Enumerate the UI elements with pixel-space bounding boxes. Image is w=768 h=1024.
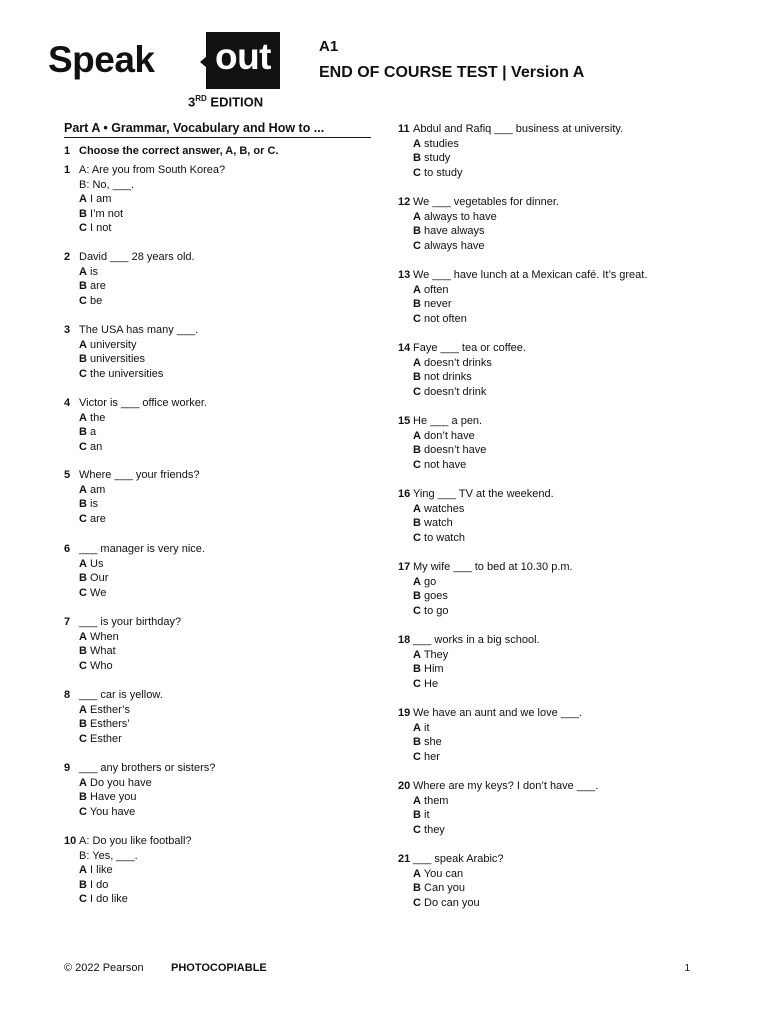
answer-option-c (64, 732, 163, 747)
option-letter: C (79, 440, 87, 453)
option-text: watch (424, 517, 453, 530)
question-7 (64, 615, 181, 673)
option-letter: C (79, 586, 87, 599)
question-stem (398, 706, 582, 721)
question-stem (64, 468, 199, 483)
option-text: have always (424, 225, 485, 238)
option-letter: C (79, 659, 87, 672)
logo-out-text: out (206, 32, 280, 89)
question-number: 20 (398, 780, 411, 792)
answer-option-a (64, 265, 195, 280)
option-text: I not (90, 222, 112, 235)
question-text: ___ any brothers or sisters? (79, 762, 216, 774)
answer-option-a (398, 283, 647, 298)
question-stem (64, 688, 163, 703)
option-letter: B (79, 791, 87, 804)
option-letter: B (413, 225, 421, 238)
question-number: 3 (64, 324, 71, 336)
option-text: she (424, 736, 442, 749)
option-letter: B (79, 572, 87, 585)
question-10 (64, 834, 192, 907)
option-letter: C (413, 750, 421, 763)
option-text: not have (424, 458, 467, 471)
answer-option-b (398, 370, 526, 385)
question-text: Faye ___ tea or coffee. (413, 342, 526, 354)
question-stem (398, 560, 573, 575)
option-letter: B (413, 517, 421, 530)
option-text: When (90, 630, 119, 643)
question-text: Ying ___ TV at the weekend. (413, 488, 554, 500)
option-text: Him (424, 663, 444, 676)
option-letter: B (79, 207, 87, 220)
option-text: You can (423, 867, 464, 880)
answer-option-c (64, 440, 207, 455)
answer-option-c (64, 586, 205, 601)
answer-option-b (398, 443, 486, 458)
option-text: is (90, 498, 98, 511)
question-stem (64, 163, 225, 178)
answer-option-a (398, 502, 554, 517)
question-stem (398, 268, 647, 283)
answer-option-c (398, 896, 504, 911)
answer-option-a (64, 863, 192, 878)
question-number: 18 (398, 634, 411, 646)
option-text: they (424, 823, 445, 836)
question-stem (64, 542, 205, 557)
answer-option-b (64, 279, 195, 294)
option-letter: B (413, 298, 421, 311)
option-letter: B (79, 498, 87, 511)
logo-speak-text: Speak (48, 39, 155, 80)
question-number: 19 (398, 707, 411, 719)
option-text: Do you have (90, 776, 152, 789)
option-letter: B (413, 882, 421, 895)
question-4 (64, 396, 207, 454)
question-1 (64, 163, 225, 236)
option-letter: A (79, 864, 87, 877)
answer-option-c (398, 531, 554, 546)
question-text-continued: B: No, ___. (79, 178, 135, 191)
option-letter: C (79, 512, 87, 525)
answer-option-a (64, 338, 198, 353)
answer-option-a (64, 557, 205, 572)
question-number: 21 (398, 853, 411, 865)
answer-option-a (398, 137, 623, 152)
option-text: an (90, 440, 103, 453)
option-letter: C (413, 823, 421, 836)
page-number: 1 (684, 963, 690, 974)
answer-option-c (64, 294, 195, 309)
option-text: Who (90, 659, 113, 672)
option-text: it (424, 721, 430, 734)
option-letter: A (413, 283, 421, 296)
answer-option-a (398, 867, 504, 882)
question-stem (398, 852, 504, 867)
question-number: 4 (64, 397, 71, 409)
answer-option-b (398, 516, 554, 531)
answer-option-c (64, 805, 215, 820)
question-19 (398, 706, 582, 764)
option-text: doesn’t drink (424, 385, 487, 398)
question-stem (398, 487, 554, 502)
option-letter: A (79, 703, 87, 716)
option-text: always have (424, 239, 485, 252)
edition-label: 3RD EDITION (188, 94, 264, 110)
option-letter: B (413, 663, 421, 676)
option-text: They (423, 648, 449, 661)
option-letter: B (79, 878, 87, 891)
test-title: END OF COURSE TEST | Version A (319, 64, 585, 81)
question-number: 16 (398, 488, 411, 500)
question-text: ___ car is yellow. (79, 689, 163, 701)
option-text: don’t have (424, 429, 475, 442)
part-title: Part A • Grammar, Vocabulary and How to ... (64, 121, 371, 138)
question-text: Abdul and Rafiq ___ business at university. (413, 123, 624, 135)
answer-option-b (64, 571, 205, 586)
question-6 (64, 542, 205, 600)
option-letter: C (413, 458, 421, 471)
copyright: © 2022 Pearson (64, 962, 144, 974)
option-text: am (90, 483, 106, 496)
answer-option-c (398, 823, 598, 838)
option-text: are (90, 512, 106, 525)
option-text: often (424, 283, 449, 296)
answer-option-b (64, 352, 198, 367)
question-number: 7 (64, 616, 71, 628)
option-text: I do (90, 878, 109, 891)
option-letter: C (79, 732, 87, 745)
answer-option-b (64, 497, 199, 512)
question-number: 10 (64, 835, 77, 847)
question-text: The USA has many ___. (79, 324, 199, 336)
option-text: a (90, 426, 97, 439)
option-text: Can you (424, 882, 465, 895)
question-8 (64, 688, 163, 746)
question-text: We ___ have lunch at a Mexican café. It’s great. (413, 269, 648, 281)
question-12 (398, 195, 559, 253)
option-letter: A (79, 411, 87, 424)
option-text: never (424, 298, 452, 311)
answer-option-c (64, 512, 199, 527)
question-text: David ___ 28 years old. (79, 251, 195, 263)
question-15 (398, 414, 486, 472)
option-text: to study (424, 166, 463, 179)
question-11 (398, 122, 623, 180)
answer-option-c (398, 458, 486, 473)
option-letter: A (413, 502, 421, 515)
question-text: My wife ___ to bed at 10.30 p.m. (413, 561, 573, 573)
question-number: 5 (64, 469, 71, 481)
question-text-continued: B: Yes, ___. (79, 849, 138, 862)
question-text: Where are my keys? I don’t have ___. (413, 780, 599, 792)
question-number: 6 (64, 543, 71, 555)
question-text: ___ manager is very nice. (79, 543, 205, 555)
option-letter: A (413, 137, 421, 150)
option-text: You have (89, 805, 136, 818)
question-text: We have an aunt and we love ___. (413, 707, 583, 719)
answer-option-a (398, 575, 573, 590)
question-number: 14 (398, 342, 411, 354)
question-stem (398, 341, 526, 356)
option-letter: A (79, 776, 87, 789)
question-text: Victor is ___ office worker. (79, 397, 207, 409)
option-text: What (90, 645, 116, 658)
option-letter: A (79, 338, 87, 351)
answer-option-c (64, 221, 225, 236)
option-letter: A (79, 483, 87, 496)
speakout-logo (48, 32, 280, 112)
option-letter: C (79, 893, 87, 906)
question-text: We ___ vegetables for dinner. (413, 196, 559, 208)
option-text: I’m not (90, 207, 124, 220)
question-stem (64, 323, 198, 338)
option-letter: A (413, 575, 421, 588)
option-letter: B (413, 809, 421, 822)
answer-option-a (398, 210, 559, 225)
option-text: the universities (90, 367, 164, 380)
answer-option-b (398, 297, 647, 312)
question-text: ___ is your birthday? (79, 616, 182, 628)
question-number: 12 (398, 196, 411, 208)
answer-option-b (398, 589, 573, 604)
instruction: 1 Choose the correct answer, A, B, or C. (64, 145, 279, 157)
option-letter: A (413, 794, 421, 807)
option-text: to watch (424, 531, 465, 544)
question-text: A: Are you from South Korea? (79, 164, 226, 176)
option-text: university (90, 338, 137, 351)
option-text: Esthers’ (90, 718, 130, 731)
option-letter: C (79, 367, 87, 380)
option-text: Us (90, 557, 104, 570)
option-letter: B (79, 280, 87, 293)
question-stem (398, 195, 559, 210)
option-letter: C (413, 531, 421, 544)
option-letter: B (79, 645, 87, 658)
question-number: 15 (398, 415, 411, 427)
option-letter: C (79, 805, 87, 818)
option-letter: C (413, 312, 421, 325)
option-text: We (90, 586, 107, 599)
answer-option-c (398, 385, 526, 400)
option-text: I like (90, 864, 113, 877)
answer-option-c (64, 659, 181, 674)
answer-option-b (398, 151, 623, 166)
option-text: I do like (90, 893, 128, 906)
answer-option-b (64, 717, 163, 732)
answer-option-a (64, 703, 163, 718)
option-letter: A (79, 630, 87, 643)
answer-option-c (398, 750, 582, 765)
answer-option-c (398, 312, 647, 327)
question-stem (64, 834, 192, 849)
option-text: universities (90, 353, 146, 366)
option-text: Do can you (424, 896, 480, 909)
answer-option-b (398, 224, 559, 239)
question-number: 9 (64, 762, 71, 774)
answer-option-b (64, 644, 181, 659)
option-letter: A (413, 867, 421, 880)
answer-option-c (398, 239, 559, 254)
question-text: ___ works in a big school. (413, 634, 540, 646)
option-letter: C (413, 239, 421, 252)
question-number: 17 (398, 561, 411, 573)
question-stem (398, 414, 486, 429)
answer-option-b (398, 735, 582, 750)
answer-option-c (398, 604, 573, 619)
question-3 (64, 323, 198, 381)
answer-option-b (398, 881, 504, 896)
question-number: 11 (398, 123, 410, 135)
option-letter: C (413, 604, 421, 617)
option-text: doesn’t have (424, 444, 487, 457)
option-text: go (424, 575, 437, 588)
question-text: ___ speak Arabic? (413, 853, 504, 865)
option-text: not often (424, 312, 467, 325)
question-stem (398, 122, 623, 137)
option-text: goes (424, 590, 448, 603)
answer-option-c (64, 367, 198, 382)
question-text: Where ___ your friends? (79, 469, 200, 481)
answer-option-c (398, 677, 540, 692)
option-text: not drinks (424, 371, 472, 384)
option-text: Esther’s (90, 703, 130, 716)
option-text: studies (424, 137, 459, 150)
option-text: Have you (90, 791, 137, 804)
option-letter: B (413, 152, 421, 165)
option-letter: B (79, 718, 87, 731)
photocopiable-label: PHOTOCOPIABLE (171, 962, 267, 974)
answer-option-a (64, 483, 199, 498)
option-letter: A (413, 356, 421, 369)
answer-option-b (64, 790, 215, 805)
option-text: are (90, 280, 106, 293)
question-5 (64, 468, 199, 526)
question-stem (398, 779, 598, 794)
question-stem (398, 633, 540, 648)
question-stem (64, 761, 215, 776)
option-letter: A (413, 429, 421, 442)
question-number: 2 (64, 251, 71, 263)
answer-option-b (64, 207, 225, 222)
option-letter: B (413, 590, 421, 603)
option-letter: B (413, 444, 421, 457)
question-14 (398, 341, 526, 399)
option-text: it (424, 809, 430, 822)
option-text: Our (90, 572, 109, 585)
option-text: He (424, 677, 439, 690)
option-text: doesn’t drinks (424, 356, 492, 369)
option-letter: A (79, 193, 87, 206)
level-label: A1 (319, 38, 339, 55)
answer-option-a (398, 429, 486, 444)
question-text: A: Do you like football? (79, 835, 192, 847)
question-stem (64, 615, 181, 630)
option-letter: B (79, 426, 87, 439)
question-number: 8 (64, 689, 71, 701)
question-13 (398, 268, 647, 326)
question-18 (398, 633, 540, 691)
option-letter: A (79, 557, 87, 570)
answer-option-b (64, 425, 207, 440)
option-letter: A (413, 721, 421, 734)
answer-option-a (398, 356, 526, 371)
answer-option-a (398, 794, 598, 809)
answer-option-a (64, 776, 215, 791)
option-letter: B (413, 371, 421, 384)
answer-option-c (398, 166, 623, 181)
question-number: 1 (64, 164, 71, 176)
answer-option-b (398, 662, 540, 677)
answer-option-a (64, 192, 225, 207)
option-text: I am (90, 193, 112, 206)
option-letter: C (413, 896, 421, 909)
question-number: 13 (398, 269, 411, 281)
option-text: them (424, 794, 449, 807)
option-letter: C (79, 294, 87, 307)
option-text: is (90, 265, 98, 278)
option-letter: A (413, 210, 421, 223)
question-stem (64, 250, 195, 265)
option-text: to go (424, 604, 449, 617)
option-letter: A (413, 648, 421, 661)
answer-option-a (64, 630, 181, 645)
option-text: always to have (424, 210, 497, 223)
answer-option-b (398, 808, 598, 823)
option-letter: C (413, 677, 421, 690)
question-text: He ___ a pen. (413, 415, 483, 427)
option-text: study (424, 152, 451, 165)
answer-option-a (398, 648, 540, 663)
question-21 (398, 852, 504, 910)
answer-option-c (64, 892, 192, 907)
answer-option-b (64, 878, 192, 893)
question-stem (64, 396, 207, 411)
question-2 (64, 250, 195, 308)
option-text: the (90, 411, 106, 424)
answer-option-a (64, 411, 207, 426)
option-letter: B (79, 353, 87, 366)
question-9 (64, 761, 215, 819)
option-text: watches (424, 502, 465, 515)
option-letter: B (413, 736, 421, 749)
answer-option-a (398, 721, 582, 736)
option-text: Esther (90, 732, 122, 745)
option-text: be (90, 294, 103, 307)
option-letter: C (413, 385, 421, 398)
question-16 (398, 487, 554, 545)
option-letter: C (79, 222, 87, 235)
question-17 (398, 560, 573, 618)
question-20 (398, 779, 598, 837)
option-letter: C (413, 166, 421, 179)
option-letter: A (79, 265, 87, 278)
option-text: her (424, 750, 440, 763)
